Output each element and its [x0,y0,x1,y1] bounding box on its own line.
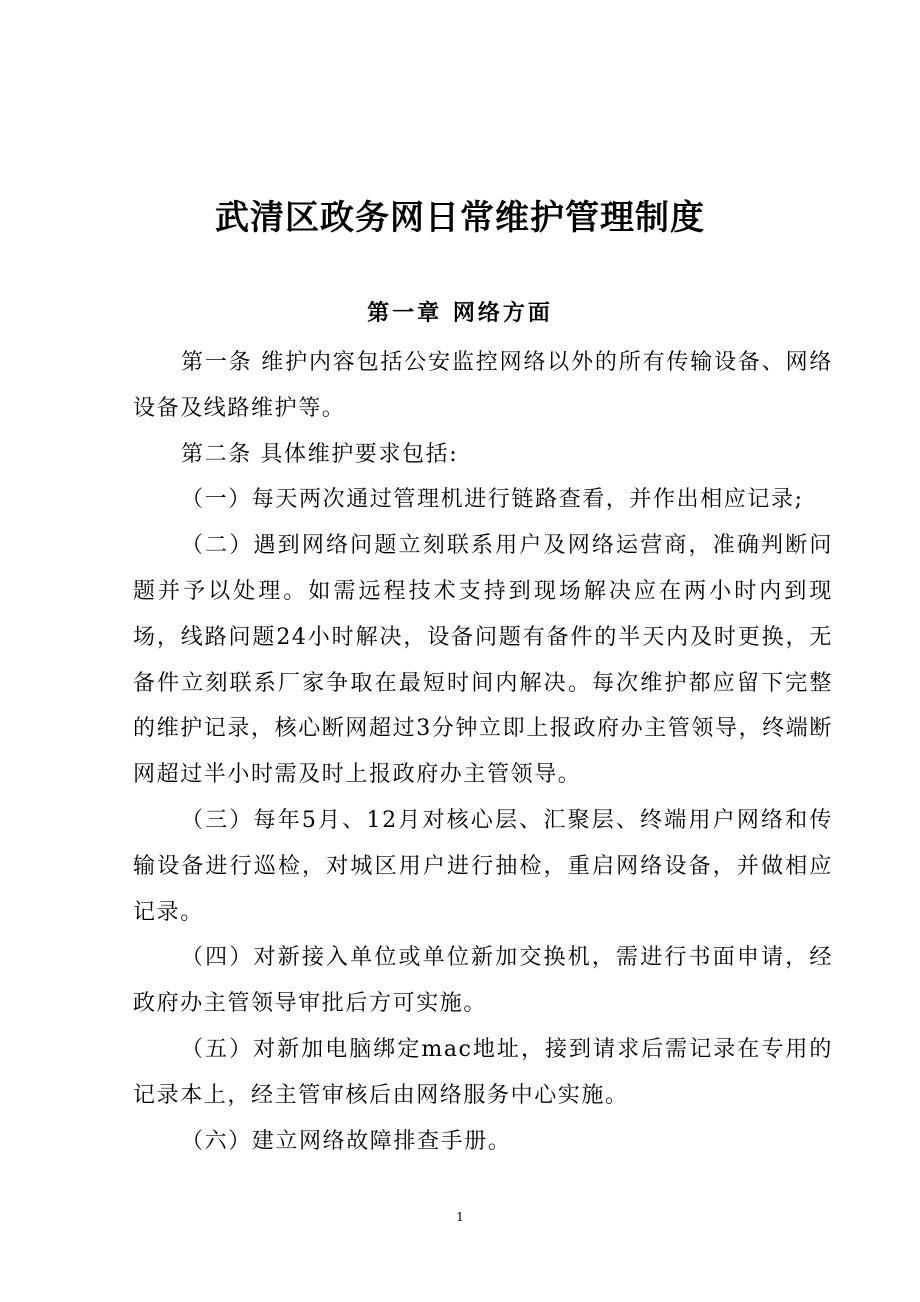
item-6-paragraph: （六）建立网络故障排查手册。 [181,1128,512,1154]
page-number: 1 [456,1210,464,1224]
item-4-paragraph: （四）对新接入单位或单位新加交换机，需进行书面申请，经政府办主管领导审批后方可实施。 [133,945,833,1017]
item-2-paragraph: （二）遇到网络问题立刻联系用户及网络运营商，准确判断问题并予以处理。如需远程技术支持到现场解决应在两小时内到现场，线路问题24小时解决，设备问题有备件的半天内及时更换，无备件立刻联系厂家争取在最短时间内解决。每次维护都应留下完整的维护记录，核心断网超过3分钟立即上报政府办主管领导，终端断网超过半小时需及时上报政府办主管领导。 [133,533,833,788]
document-body [133,340,833,1164]
article-1-paragraph: 第一条 维护内容包括公安监控网络以外的所有传输设备、网络设备及线路维护等。 [133,350,833,421]
document-title: 武清区政务网日常维护管理制度 [215,198,705,238]
article-2-paragraph: 第二条 具体维护要求包括: [181,441,459,467]
item-1-paragraph: （一）每天两次通过管理机进行链路查看，并作出相应记录; [181,487,804,513]
item-5-paragraph: （五）对新加电脑绑定mac地址，接到请求后需记录在专用的记录本上，经主管审核后由网络服务中心实施。 [133,1036,833,1108]
chapter-heading: 第一章 网络方面 [367,300,553,326]
item-3-paragraph: （三）每年5月、12月对核心层、汇聚层、终端用户网络和传输设备进行巡检，对城区用户进行抽检，重启网络设备，并做相应记录。 [133,807,833,925]
